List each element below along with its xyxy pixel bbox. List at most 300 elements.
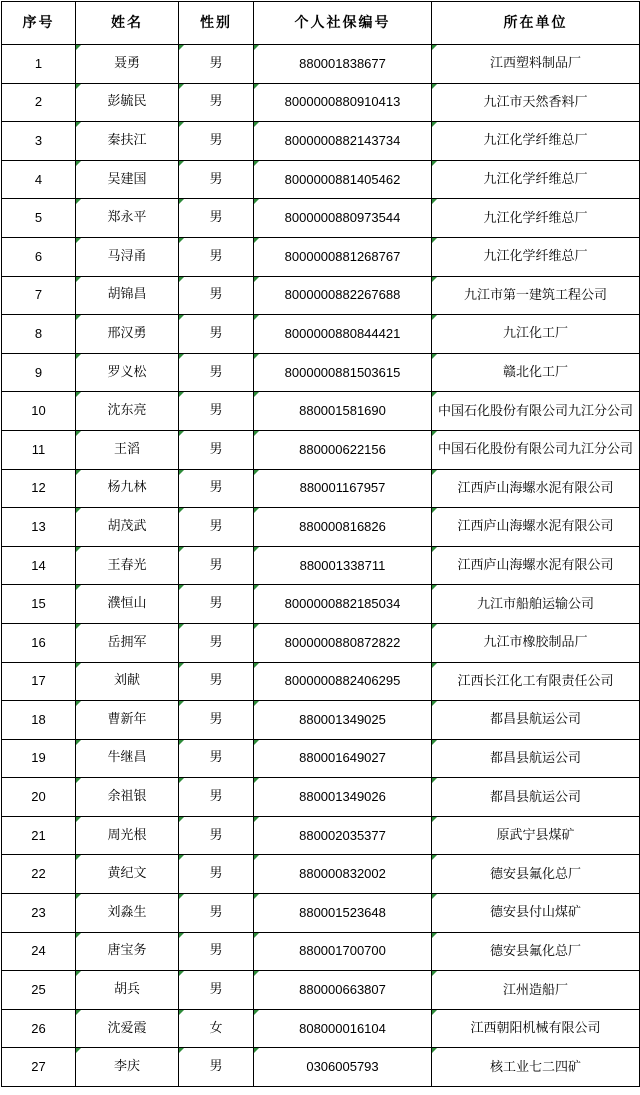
header-index: 序号 — [2, 2, 76, 45]
ss-number-cell — [254, 662, 432, 701]
index-cell-text: 25 — [31, 982, 46, 998]
ss-number-cell — [254, 508, 432, 547]
index-cell — [2, 623, 76, 662]
name-cell — [76, 585, 179, 624]
index-cell-text: 8 — [34, 325, 43, 341]
ss-number-cell-text: 880000832002 — [299, 866, 386, 882]
name-cell — [76, 971, 179, 1010]
ss-number-cell-text: 880001581690 — [299, 403, 386, 419]
ss-number-cell-text: 880001700700 — [299, 943, 386, 959]
index-cell — [2, 353, 76, 392]
index-cell-text: 17 — [31, 673, 46, 689]
employer-cell-text: 江西塑料制品厂 — [489, 56, 581, 72]
gender-cell — [179, 315, 254, 354]
gender-cell-text: 男 — [209, 518, 223, 534]
index-cell — [2, 971, 76, 1010]
cell-comment-marker — [254, 585, 259, 590]
name-cell-text: 王滔 — [113, 441, 140, 457]
index-cell — [2, 160, 76, 199]
table-row — [2, 353, 640, 392]
employer-cell — [432, 623, 640, 662]
cell-comment-marker — [254, 1010, 259, 1015]
name-cell-text: 唐宝务 — [107, 943, 147, 959]
employer-cell — [432, 276, 640, 315]
cell-comment-marker — [179, 238, 184, 243]
cell-comment-marker — [179, 470, 184, 475]
cell-comment-marker — [432, 199, 437, 204]
index-cell — [2, 83, 76, 122]
cell-comment-marker — [432, 470, 437, 475]
name-cell-text: 牛继昌 — [107, 750, 147, 766]
ss-number-cell — [254, 276, 432, 315]
cell-comment-marker — [432, 392, 437, 397]
cell-comment-marker — [432, 45, 437, 50]
cell-comment-marker — [179, 1048, 184, 1053]
cell-comment-marker — [254, 740, 259, 745]
table-row — [2, 778, 640, 817]
cell-comment-marker — [76, 354, 81, 359]
ss-number-cell-text: 8000000880973544 — [284, 210, 401, 226]
cell-comment-marker — [254, 122, 259, 127]
cell-comment-marker — [179, 431, 184, 436]
gender-cell-text: 男 — [209, 557, 223, 573]
cell-comment-marker — [254, 238, 259, 243]
ss-number-cell — [254, 701, 432, 740]
index-cell — [2, 855, 76, 894]
index-cell — [2, 237, 76, 276]
name-cell-text: 沈爱霞 — [107, 1020, 147, 1036]
gender-cell-text: 男 — [209, 1059, 223, 1075]
cell-comment-marker — [254, 199, 259, 204]
employer-cell-text: 中国石化股份有限公司九江分公司 — [437, 442, 633, 458]
cell-comment-marker — [254, 84, 259, 89]
gender-cell-text: 男 — [209, 403, 223, 419]
index-cell-text: 21 — [31, 827, 46, 843]
gender-cell-text: 男 — [209, 943, 223, 959]
employer-cell — [432, 83, 640, 122]
name-cell — [76, 276, 179, 315]
employer-cell-text: 九江化学纤维总厂 — [483, 249, 588, 265]
ss-number-cell-text: 8000000880910413 — [284, 94, 401, 110]
table-row — [2, 816, 640, 855]
cell-comment-marker — [179, 199, 184, 204]
index-cell — [2, 122, 76, 161]
employer-cell — [432, 894, 640, 933]
gender-cell-text: 男 — [209, 750, 223, 766]
index-cell-text: 20 — [31, 789, 46, 805]
cell-comment-marker — [254, 817, 259, 822]
cell-comment-marker — [76, 1010, 81, 1015]
name-cell — [76, 353, 179, 392]
cell-comment-marker — [76, 855, 81, 860]
cell-comment-marker — [179, 547, 184, 552]
gender-cell — [179, 1048, 254, 1087]
ss-number-cell — [254, 894, 432, 933]
employer-cell-text: 九江市第一建筑工程公司 — [463, 287, 607, 303]
ss-number-cell-text: 880000816826 — [299, 518, 386, 534]
employer-cell-text: 江西朝阳机械有限公司 — [470, 1021, 601, 1037]
cell-comment-marker — [76, 817, 81, 822]
cell-comment-marker — [76, 45, 81, 50]
gender-cell-text: 男 — [209, 789, 223, 805]
gender-cell — [179, 855, 254, 894]
index-cell-text: 10 — [31, 403, 46, 419]
cell-comment-marker — [179, 894, 184, 899]
index-cell-text: 13 — [31, 518, 46, 534]
gender-cell — [179, 623, 254, 662]
roster-table — [1, 1, 640, 1087]
gender-cell — [179, 971, 254, 1010]
cell-comment-marker — [432, 663, 437, 668]
table-row — [2, 122, 640, 161]
gender-cell-text: 男 — [209, 904, 223, 920]
cell-comment-marker — [179, 161, 184, 166]
employer-cell-text: 核工业七二四矿 — [489, 1059, 581, 1075]
index-cell-text: 11 — [31, 441, 46, 457]
table-row — [2, 971, 640, 1010]
cell-comment-marker — [254, 508, 259, 513]
cell-comment-marker — [76, 1048, 81, 1053]
cell-comment-marker — [254, 933, 259, 938]
cell-comment-marker — [179, 663, 184, 668]
name-cell — [76, 932, 179, 971]
employer-cell — [432, 1048, 640, 1087]
ss-number-cell-text: 8000000882185034 — [284, 596, 401, 612]
ss-number-cell — [254, 971, 432, 1010]
gender-cell-text: 女 — [209, 1020, 223, 1036]
gender-cell-text: 男 — [209, 132, 223, 148]
employer-cell — [432, 1009, 640, 1048]
name-cell-text: 杨九林 — [107, 480, 147, 496]
index-cell — [2, 739, 76, 778]
ss-number-cell-text: 880001523648 — [299, 904, 386, 920]
cell-comment-marker — [179, 740, 184, 745]
employer-cell-text: 九江化学纤维总厂 — [483, 172, 588, 188]
index-cell-text: 12 — [31, 480, 46, 496]
index-cell-text: 23 — [31, 904, 46, 920]
name-cell-text: 邢汉勇 — [107, 325, 147, 341]
gender-cell-text: 男 — [209, 480, 223, 496]
cell-comment-marker — [254, 624, 259, 629]
employer-cell — [432, 585, 640, 624]
index-cell-text: 4 — [34, 171, 43, 187]
cell-comment-marker — [76, 277, 81, 282]
table-row — [2, 508, 640, 547]
name-cell-text: 曹新年 — [107, 711, 147, 727]
index-cell-text: 5 — [34, 210, 43, 226]
ss-number-cell — [254, 739, 432, 778]
ss-number-cell — [254, 122, 432, 161]
name-cell — [76, 623, 179, 662]
index-cell-text: 14 — [31, 557, 46, 573]
ss-number-cell-text: 8000000882143734 — [284, 132, 401, 148]
gender-cell-text: 男 — [209, 171, 223, 187]
name-cell-text: 胡茂武 — [107, 518, 147, 534]
ss-number-cell-text: 880000663807 — [299, 982, 386, 998]
employer-cell-text: 九江市天然香料厂 — [483, 94, 588, 110]
name-cell-text: 周光根 — [107, 827, 147, 843]
header-gender: 性别 — [179, 2, 254, 45]
cell-comment-marker — [432, 894, 437, 899]
gender-cell — [179, 894, 254, 933]
cell-comment-marker — [76, 238, 81, 243]
name-cell-text: 罗义松 — [107, 364, 147, 380]
cell-comment-marker — [76, 740, 81, 745]
table-row — [2, 315, 640, 354]
index-cell-text: 15 — [31, 596, 46, 612]
cell-comment-marker — [179, 277, 184, 282]
ss-number-cell — [254, 816, 432, 855]
index-cell — [2, 546, 76, 585]
employer-cell-text: 赣北化工厂 — [502, 365, 568, 381]
name-cell — [76, 45, 179, 84]
gender-cell — [179, 1009, 254, 1048]
employer-cell-text: 九江化工厂 — [502, 326, 568, 342]
index-cell-text: 2 — [34, 94, 43, 110]
name-cell — [76, 546, 179, 585]
name-cell-text: 王春光 — [107, 557, 147, 573]
cell-comment-marker — [254, 701, 259, 706]
name-cell-text: 彭毓民 — [107, 94, 147, 110]
employer-cell — [432, 199, 640, 238]
gender-cell-text: 男 — [209, 982, 223, 998]
index-cell — [2, 508, 76, 547]
cell-comment-marker — [254, 45, 259, 50]
employer-cell-text: 都昌县航运公司 — [489, 750, 581, 766]
index-cell-text: 7 — [34, 287, 43, 303]
employer-cell — [432, 932, 640, 971]
ss-number-cell — [254, 585, 432, 624]
index-cell-text: 22 — [31, 866, 46, 882]
employer-cell — [432, 855, 640, 894]
gender-cell — [179, 778, 254, 817]
ss-number-cell-text: 880001349025 — [299, 711, 386, 727]
gender-cell — [179, 932, 254, 971]
ss-number-cell — [254, 623, 432, 662]
cell-comment-marker — [432, 84, 437, 89]
cell-comment-marker — [254, 663, 259, 668]
employer-cell-text: 九江市橡胶制品厂 — [483, 635, 588, 651]
cell-comment-marker — [179, 84, 184, 89]
cell-comment-marker — [254, 971, 259, 976]
cell-comment-marker — [432, 547, 437, 552]
gender-cell-text: 男 — [209, 210, 223, 226]
index-cell — [2, 662, 76, 701]
cell-comment-marker — [179, 971, 184, 976]
header-row — [2, 2, 640, 45]
cell-comment-marker — [432, 971, 437, 976]
cell-comment-marker — [432, 1048, 437, 1053]
cell-comment-marker — [432, 624, 437, 629]
table-row — [2, 585, 640, 624]
ss-number-cell-text: 8000000880844421 — [284, 325, 401, 341]
index-cell — [2, 276, 76, 315]
table-row — [2, 894, 640, 933]
gender-cell-text: 男 — [209, 287, 223, 303]
table-row — [2, 160, 640, 199]
gender-cell — [179, 276, 254, 315]
index-cell — [2, 778, 76, 817]
ss-number-cell-text: 880002035377 — [299, 827, 386, 843]
ss-number-cell — [254, 546, 432, 585]
cell-comment-marker — [179, 855, 184, 860]
table-row — [2, 45, 640, 84]
ss-number-cell-text: 880001838677 — [299, 55, 386, 71]
ss-number-cell — [254, 1009, 432, 1048]
index-cell — [2, 585, 76, 624]
cell-comment-marker — [254, 855, 259, 860]
name-cell-text: 余祖银 — [107, 789, 147, 805]
cell-comment-marker — [76, 585, 81, 590]
gender-cell — [179, 430, 254, 469]
cell-comment-marker — [76, 122, 81, 127]
index-cell — [2, 392, 76, 431]
gender-cell — [179, 816, 254, 855]
cell-comment-marker — [76, 508, 81, 513]
name-cell — [76, 778, 179, 817]
index-cell — [2, 932, 76, 971]
table-row — [2, 855, 640, 894]
index-cell-text: 18 — [31, 711, 46, 727]
cell-comment-marker — [254, 392, 259, 397]
name-cell-text: 岳拥军 — [107, 634, 147, 650]
ss-number-cell-text: 880001649027 — [299, 750, 386, 766]
name-cell-text: 李庆 — [113, 1059, 140, 1075]
cell-comment-marker — [432, 238, 437, 243]
gender-cell — [179, 353, 254, 392]
cell-comment-marker — [432, 315, 437, 320]
ss-number-cell-text: 880001338711 — [299, 557, 386, 573]
name-cell — [76, 430, 179, 469]
name-cell-text: 胡锦昌 — [107, 287, 147, 303]
gender-cell-text: 男 — [209, 596, 223, 612]
gender-cell-text: 男 — [209, 94, 223, 110]
ss-number-cell — [254, 392, 432, 431]
ss-number-cell — [254, 430, 432, 469]
index-cell-text: 19 — [31, 750, 46, 766]
gender-cell — [179, 392, 254, 431]
name-cell — [76, 1009, 179, 1048]
cell-comment-marker — [179, 392, 184, 397]
employer-cell — [432, 701, 640, 740]
cell-comment-marker — [76, 663, 81, 668]
ss-number-cell-text: 8000000882406295 — [284, 673, 401, 689]
cell-comment-marker — [179, 701, 184, 706]
table-row — [2, 623, 640, 662]
ss-number-cell — [254, 932, 432, 971]
gender-cell — [179, 546, 254, 585]
gender-cell — [179, 45, 254, 84]
gender-cell-text: 男 — [209, 866, 223, 882]
name-cell-text: 秦扶江 — [107, 132, 147, 148]
name-cell — [76, 469, 179, 508]
name-cell-text: 吴建国 — [107, 171, 147, 187]
ss-number-cell-text: 880000622156 — [299, 441, 386, 457]
name-cell-text: 濮恒山 — [107, 596, 147, 612]
cell-comment-marker — [76, 933, 81, 938]
employer-cell — [432, 237, 640, 276]
cell-comment-marker — [432, 778, 437, 783]
employer-cell — [432, 430, 640, 469]
cell-comment-marker — [254, 161, 259, 166]
gender-cell — [179, 237, 254, 276]
name-cell — [76, 508, 179, 547]
cell-comment-marker — [432, 277, 437, 282]
gender-cell-text: 男 — [209, 441, 223, 457]
employer-cell — [432, 160, 640, 199]
cell-comment-marker — [179, 315, 184, 320]
ss-number-cell-text: 8000000881268767 — [284, 248, 401, 264]
employer-cell-text: 江西庐山海螺水泥有限公司 — [457, 558, 614, 574]
table-row — [2, 237, 640, 276]
cell-comment-marker — [76, 392, 81, 397]
employer-cell — [432, 469, 640, 508]
index-cell-text: 26 — [31, 1020, 46, 1036]
cell-comment-marker — [432, 817, 437, 822]
name-cell — [76, 199, 179, 238]
cell-comment-marker — [76, 161, 81, 166]
name-cell-text: 郑永平 — [107, 210, 147, 226]
gender-cell — [179, 585, 254, 624]
name-cell — [76, 315, 179, 354]
index-cell-text: 16 — [31, 634, 46, 650]
employer-cell-text: 九江化学纤维总厂 — [483, 210, 588, 226]
employer-cell-text: 都昌县航运公司 — [489, 789, 581, 805]
cell-comment-marker — [432, 855, 437, 860]
index-cell — [2, 894, 76, 933]
gender-cell-text: 男 — [209, 673, 223, 689]
gender-cell — [179, 199, 254, 238]
employer-cell — [432, 739, 640, 778]
ss-number-cell — [254, 855, 432, 894]
cell-comment-marker — [254, 431, 259, 436]
name-cell — [76, 122, 179, 161]
cell-comment-marker — [432, 161, 437, 166]
index-cell-text: 27 — [31, 1059, 46, 1075]
name-cell-text: 黄纪文 — [107, 866, 147, 882]
employer-cell-text: 江西长江化工有限责任公司 — [457, 673, 614, 689]
cell-comment-marker — [179, 45, 184, 50]
cell-comment-marker — [179, 508, 184, 513]
cell-comment-marker — [254, 470, 259, 475]
cell-comment-marker — [432, 585, 437, 590]
name-cell-text: 胡兵 — [113, 982, 140, 998]
ss-number-cell-text: 0306005793 — [306, 1059, 379, 1075]
gender-cell-text: 男 — [209, 55, 223, 71]
name-cell-text: 沈东亮 — [107, 403, 147, 419]
header-name: 姓名 — [76, 2, 179, 45]
cell-comment-marker — [76, 315, 81, 320]
gender-cell — [179, 662, 254, 701]
index-cell-text: 3 — [34, 132, 43, 148]
index-cell — [2, 45, 76, 84]
gender-cell-text: 男 — [209, 248, 223, 264]
table-row — [2, 430, 640, 469]
cell-comment-marker — [432, 122, 437, 127]
name-cell — [76, 392, 179, 431]
name-cell — [76, 237, 179, 276]
cell-comment-marker — [432, 431, 437, 436]
cell-comment-marker — [254, 547, 259, 552]
employer-cell — [432, 971, 640, 1010]
ss-number-cell-text: 8000000880872822 — [284, 634, 401, 650]
employer-cell — [432, 816, 640, 855]
index-cell-text: 9 — [34, 364, 43, 380]
cell-comment-marker — [432, 933, 437, 938]
cell-comment-marker — [254, 315, 259, 320]
index-cell — [2, 469, 76, 508]
table-row — [2, 392, 640, 431]
